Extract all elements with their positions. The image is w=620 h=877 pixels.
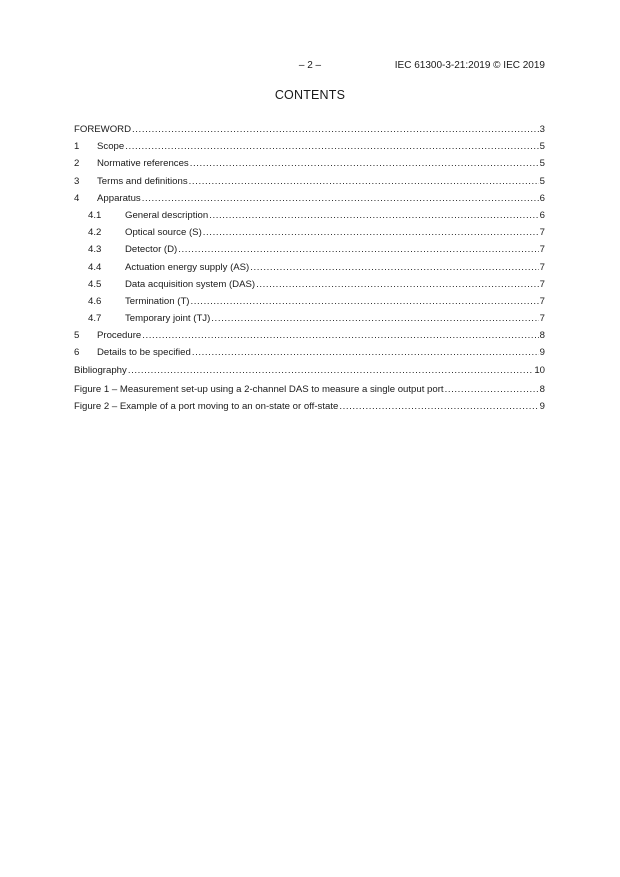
toc-entry-label: General description <box>125 209 209 221</box>
leader-dots <box>128 362 534 379</box>
figure-entry-label: Figure 2 – Example of a port moving to an on-state or off-state <box>74 401 339 413</box>
toc-entry-apparatus[interactable] <box>74 190 545 207</box>
toc-entry-label: Termination (T) <box>125 295 190 307</box>
toc-entry-page: 8 <box>539 330 545 342</box>
toc-entry-label: Actuation energy supply (AS) <box>125 261 250 273</box>
leader-dots <box>203 224 539 241</box>
toc-entry-number: 4.5 <box>88 278 102 290</box>
toc-entry-actuation-energy-supply[interactable] <box>74 259 545 276</box>
toc-entry-page: 5 <box>539 141 545 153</box>
toc-entry-page: 9 <box>539 347 545 359</box>
toc-entry-general-description[interactable] <box>74 207 545 224</box>
figure-entry-label: Figure 1 – Measurement set-up using a 2-channel DAS to measure a single output port <box>74 384 444 395</box>
toc-entry-label: Scope <box>97 141 125 153</box>
toc-entry-page: 7 <box>539 227 545 239</box>
page-number: – 2 – <box>298 60 322 71</box>
leader-dots <box>125 138 538 155</box>
toc-entry-page: 7 <box>539 313 545 325</box>
toc-entry-label: Data acquisition system (DAS) <box>125 278 256 290</box>
toc-entry-number: 4.4 <box>88 261 102 273</box>
toc-entry-termination[interactable] <box>74 293 545 310</box>
toc-entry-scope[interactable] <box>74 138 545 155</box>
toc-entry-page: 10 <box>534 364 545 376</box>
toc-entry-number: 4 <box>74 192 80 204</box>
leader-dots <box>132 121 539 138</box>
figure-entry-page: 8 <box>539 384 545 395</box>
toc-entry-number: 4.3 <box>88 244 102 256</box>
toc-entry-page: 5 <box>539 175 545 187</box>
toc-entry-page: 7 <box>539 278 545 290</box>
toc-entry-number: 5 <box>74 330 80 342</box>
leader-dots <box>142 190 539 207</box>
toc-entry-detector[interactable] <box>74 241 545 258</box>
toc-entry-bibliography[interactable] <box>74 362 545 379</box>
toc-entry-data-acquisition-system[interactable] <box>74 276 545 293</box>
toc-entry-optical-source[interactable] <box>74 224 545 241</box>
leader-dots <box>211 310 538 327</box>
toc-entry-label: Terms and definitions <box>97 175 188 187</box>
leader-dots <box>142 327 538 344</box>
leader-dots <box>190 155 539 172</box>
toc-entry-label: Detector (D) <box>125 244 178 256</box>
figure-entry-2[interactable] <box>74 398 545 415</box>
toc-entry-number: 2 <box>74 158 80 170</box>
leader-dots <box>178 241 538 258</box>
figure-entry-page: 9 <box>539 401 545 413</box>
leader-dots <box>191 293 539 310</box>
toc-entry-normative-references[interactable] <box>74 155 545 172</box>
toc-entry-label: Details to be specified <box>97 347 191 359</box>
leader-dots <box>339 398 538 415</box>
list-of-figures <box>74 381 545 415</box>
toc-entry-label: Bibliography <box>74 364 127 376</box>
toc-entry-label: Optical source (S) <box>125 227 202 239</box>
toc-entry-page: 7 <box>539 244 545 256</box>
toc-entry-procedure[interactable] <box>74 327 545 344</box>
leader-dots <box>445 381 539 398</box>
toc-entry-label: FOREWORD <box>74 124 132 135</box>
toc-entry-number: 4.7 <box>88 313 102 325</box>
figure-entry-1[interactable] <box>74 381 545 398</box>
toc-entry-number: 6 <box>74 347 80 359</box>
toc-entry-number: 4.2 <box>88 227 102 239</box>
toc-entry-label: Temporary joint (TJ) <box>125 313 211 325</box>
page-title: CONTENTS <box>274 88 346 102</box>
toc-entry-foreword[interactable] <box>74 121 545 138</box>
toc-entry-page: 7 <box>539 261 545 273</box>
leader-dots <box>209 207 538 224</box>
toc-entry-page: 5 <box>539 158 545 170</box>
table-of-contents <box>74 121 545 379</box>
leader-dots <box>189 173 539 190</box>
toc-entry-details-to-be-specified[interactable] <box>74 344 545 361</box>
document-id: IEC 61300-3-21:2019 © IEC 2019 <box>394 60 545 71</box>
toc-entry-number: 1 <box>74 141 80 153</box>
toc-entry-label: Apparatus <box>97 192 141 204</box>
page-header <box>0 60 620 74</box>
leader-dots <box>192 344 539 361</box>
leader-dots <box>256 276 539 293</box>
toc-entry-number: 4.6 <box>88 295 102 307</box>
toc-entry-label: Procedure <box>97 330 142 342</box>
toc-entry-page: 6 <box>539 209 545 221</box>
toc-entry-page: 7 <box>539 295 545 307</box>
toc-entry-page: 3 <box>539 124 545 135</box>
toc-entry-number: 4.1 <box>88 209 102 221</box>
toc-entry-page: 6 <box>539 192 545 204</box>
toc-entry-temporary-joint[interactable] <box>74 310 545 327</box>
leader-dots <box>250 259 538 276</box>
toc-entry-number: 3 <box>74 175 80 187</box>
toc-entry-terms-and-definitions[interactable] <box>74 173 545 190</box>
toc-entry-label: Normative references <box>97 158 189 170</box>
